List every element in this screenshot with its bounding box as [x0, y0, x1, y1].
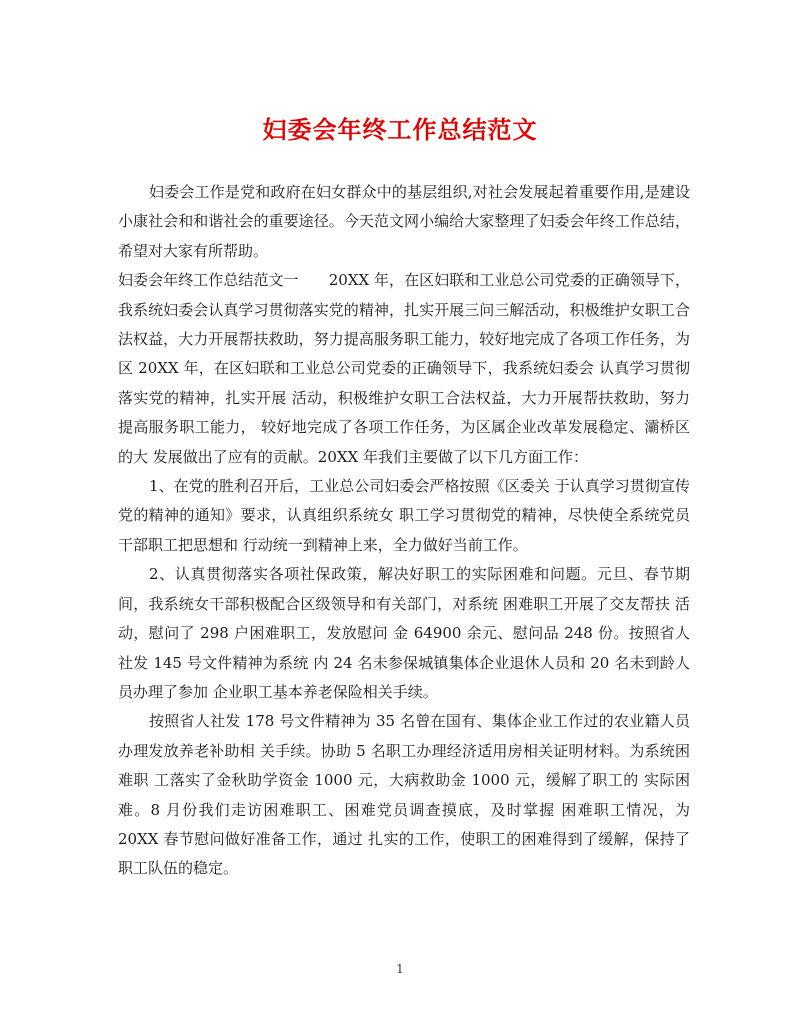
document-title: 妇委会年终工作总结范文	[262, 115, 538, 144]
document-body	[118, 178, 690, 884]
item-one-paragraph: 1、在党的胜利召开后，工业总公司妇委会严格按照《区委关 于认真学习贯彻宣传党的精神的通知》要求，认真组织系统女 职工学习贯彻党的精神，尽快使全系统党员干部职工把思想和 行动统一到精神上来，全力做好当前工作。	[118, 477, 690, 554]
pension-paragraph: 按照省人社发 178 号文件精神为 35 名曾在国有、集体企业工作过的农业籍人员办理发放养老补助相 关手续。协助 5 名职工办理经济适用房相关证明材料。为系统困难职 工落实了金秋助学资金 1000 元，大病救助金 1000 元，缓解了职工的 实际困难。8 月份我们走访困难职工、困难党员调查摸底，及时掌握 困难职工情况，为 20XX 春节慰问做好准备工作，通过 扎实的工作，使职工的困难得到了缓解，保持了职工队伍的稳定。	[118, 712, 690, 878]
section-one-paragraph: 妇委会年终工作总结范文一 20XX 年，在区妇联和工业总公司党委的正确领导下，我系统妇委会认真学习贯彻落实党的精神，扎实开展三问三解活动，积极维护女职工合法权益，大力开展帮扶救助，努力提高服务职工能力，较好地完成了各项工作任务，为区 20XX 年，在区妇联和工业总公司党委的正确领导下，我系统妇委会 认真学习贯彻落实党的精神，扎实开展 活动，积极维护女职工合法权益，大力开展帮扶救助，努力提高服务职工能力， 较好地完成了各项工作任务，为区属企业改革发展稳定、灞桥区的大 发展做出了应有的贡献。20XX 年我们主要做了以下几方面工作：	[118, 271, 690, 466]
page-number: 1	[396, 962, 404, 976]
item-two-paragraph: 2、认真贯彻落实各项社保政策，解决好职工的实际困难和问题。元旦、春节期间，我系统女干部积极配合区级领导和有关部门，对系统 困难职工开展了交友帮扶 活动，慰问了 298 户困难职工，发放慰问 金 64900 余元、慰问品 248 份。按照省人社发 145 号文件精神为系统 内 24 名未参保城镇集体企业退休人员和 20 名未到龄人员办理了参加 企业职工基本养老保险相关手续。	[118, 565, 690, 701]
intro-paragraph: 妇委会工作是党和政府在妇女群众中的基层组织,对社会发展起着重要作用,是建设小康社会和和谐社会的重要途径。今天范文网小编给大家整理了妇委会年终工作总结，希望对大家有所帮助。	[118, 183, 690, 260]
